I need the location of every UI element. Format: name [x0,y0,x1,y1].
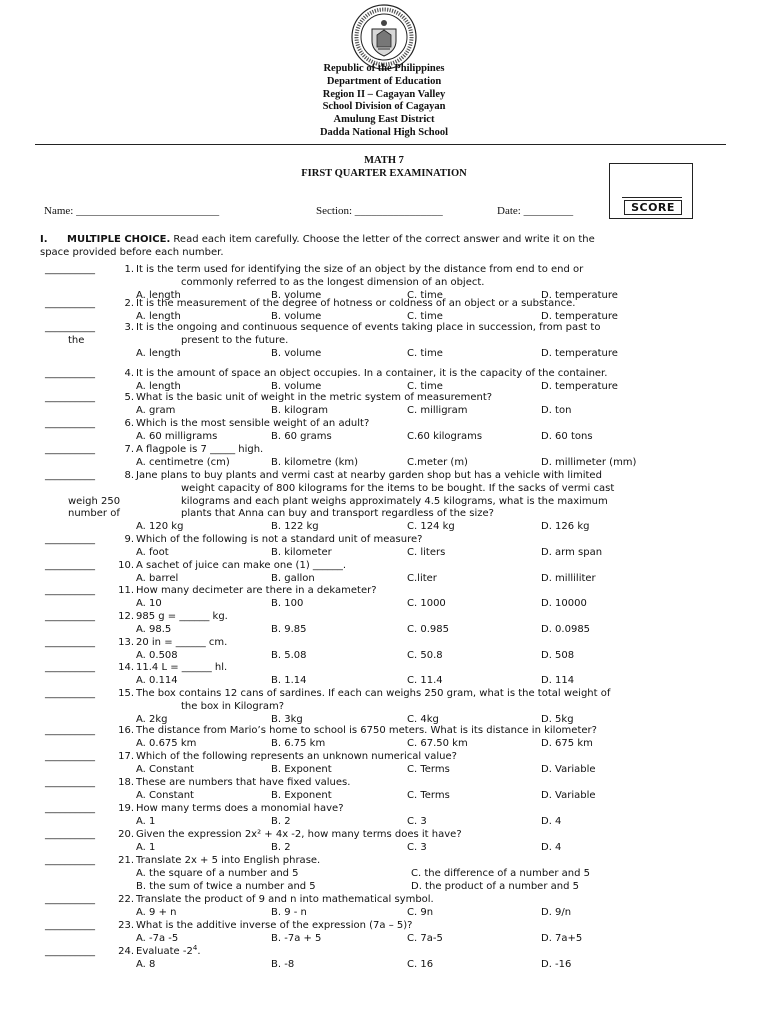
answer-choice: A. Constant [136,763,194,775]
answer-choice: A. barrel [136,572,179,584]
answer-choice: B. Exponent [271,763,332,775]
score-label: SCORE [624,200,682,215]
header-line: Region II – Cagayan Valley [322,88,446,100]
answer-choice: B. kilometre (km) [271,456,359,468]
answer-choice: B. volume [271,289,322,301]
item-number: 17. [118,751,134,762]
answer-choice: C. 3 [407,815,427,827]
answer-choice: D. 114 [541,674,575,686]
answer-choice: A. gram [136,404,176,416]
answer-choice: C. 50.8 [407,649,443,661]
answer-choice: A. length [136,310,181,322]
answer-choice: D. -16 [541,958,572,970]
answer-blank[interactable]: __________ [45,777,95,788]
question-text: The distance from Mario’s home to school is 6750 meters. What is its distance in kilometer? [136,725,597,736]
answer-choice: A. the square of a number and 5 [136,867,299,879]
question-text: plants that Anna can buy and transport regardless of the size? [181,508,494,520]
answer-choice: B. volume [271,310,322,322]
answer-choice: D. 508 [541,649,575,661]
header-line: School Division of Cagayan [322,101,446,113]
question-text: present to the future. [181,334,289,346]
header-line: Department of Education [326,75,442,87]
item-number: 21. [118,855,134,866]
question-text: the box in Kilogram? [181,700,285,712]
answer-blank[interactable]: __________ [45,688,95,699]
answer-blank[interactable]: __________ [45,829,95,840]
question-text: 20 in = ______ cm. [136,637,228,648]
section-instructions-text: Read each item carefully. Choose the letter of the correct answer and write it on the [170,234,595,245]
item-number: 9. [124,534,134,545]
answer-blank[interactable]: __________ [45,298,95,309]
answer-choice: C. time [407,310,443,322]
answer-choice: C. 1000 [407,597,446,609]
question-text: A sachet of juice can make one (1) ______. [136,560,347,571]
score-line [622,197,682,198]
answer-choice: C. Terms [407,789,450,801]
item-number: 20. [118,829,134,840]
answer-choice: B. volume [271,380,322,392]
question-text: Which of the following represents an unknown numerical value? [136,751,457,762]
answer-choice: B. 2 [271,841,291,853]
score-box[interactable] [609,163,693,219]
answer-choice: D. Variable [541,763,596,775]
section-heading: MULTIPLE CHOICE. [67,234,171,245]
answer-choice: A. 98.5 [136,623,172,635]
answer-choice: D. 4 [541,815,562,827]
answer-choice: A. length [136,347,181,359]
answer-choice: B. 100 [271,597,304,609]
question-text: Which of the following is not a standard unit of measure? [136,534,423,545]
section-numeral: I. [40,234,48,245]
item-number: 7. [124,444,134,455]
answer-choice: D. temperature [541,380,618,392]
answer-choice: D. 7a+5 [541,932,583,944]
answer-choice: B. 1.14 [271,674,307,686]
answer-choice: D. the product of a number and 5 [411,880,579,892]
answer-choice: B. 9.85 [271,623,307,635]
item-number: 4. [124,368,134,379]
answer-choice: A. 2kg [136,713,168,725]
answer-choice: C. 4kg [407,713,439,725]
wrapped-text-fragment: weigh 250 [68,495,121,507]
answer-blank[interactable]: __________ [45,470,95,481]
answer-choice: D. ton [541,404,572,416]
answer-blank[interactable]: __________ [45,894,95,905]
header-line: Dadda National High School [319,126,449,138]
answer-choice: A. 0.508 [136,649,178,661]
answer-choice: B. 2 [271,815,291,827]
answer-blank[interactable]: __________ [45,725,95,736]
item-number: 23. [118,920,134,931]
answer-choice: B. 6.75 km [271,737,326,749]
item-number: 19. [118,803,134,814]
question-text: Translate the product of 9 and n into mathematical symbol. [136,894,434,905]
answer-choice: C. 0.985 [407,623,449,635]
question-text: Given the expression 2x² + 4x -2, how many terms does it have? [136,829,462,840]
question-text: How many terms does a monomial have? [136,803,344,814]
answer-choice: D. 5kg [541,713,574,725]
section-instructions [67,234,595,246]
answer-choice: B. volume [271,347,322,359]
question-text: How many decimeter are there in a dekameter? [136,585,377,596]
answer-choice: B. 3kg [271,713,303,725]
answer-choice: A. 1 [136,815,156,827]
answer-blank[interactable]: __________ [45,418,95,429]
answer-choice: C. time [407,289,443,301]
answer-choice: B. kilometer [271,546,332,558]
item-number: 10. [118,560,134,571]
question-text: It is the ongoing and continuous sequence of events taking place in succession, from past to [136,322,601,333]
answer-blank[interactable]: __________ [45,855,95,866]
answer-choice: B. 5.08 [271,649,307,661]
answer-choice: A. 120 kg [136,521,184,533]
question-text [136,946,201,958]
item-number: 1. [124,264,134,275]
answer-choice: A. 0.114 [136,674,178,686]
answer-blank[interactable]: __________ [45,534,95,545]
answer-choice: C.liter [407,572,437,584]
exponent: 4 [192,944,198,952]
item-number: 8. [124,470,134,481]
answer-choice: C. time [407,380,443,392]
exam-title: FIRST QUARTER EXAMINATION [301,167,467,179]
answer-choice: D. 9/n [541,906,572,918]
answer-choice: C. milligram [407,404,468,416]
answer-blank[interactable]: __________ [45,637,95,648]
question-text: It is the amount of space an object occupies. In a container, it is the capacity of the container. [136,368,608,379]
item-number: 15. [118,688,134,699]
answer-choice: C. time [407,347,443,359]
answer-choice: B. 9 - n [271,906,307,918]
answer-blank[interactable]: __________ [45,392,95,403]
answer-choice: C. Terms [407,763,450,775]
item-number: 5. [124,392,134,403]
answer-choice: A. foot [136,546,169,558]
wrapped-text-fragment: number of [68,508,120,520]
section-field[interactable]: Section: ________________ [316,205,443,217]
answer-blank[interactable]: __________ [45,662,95,673]
answer-blank[interactable]: __________ [45,444,95,455]
question-text: What is the additive inverse of the expression (7a – 5)? [136,920,413,931]
question-text: Translate 2x + 5 into English phrase. [136,855,321,866]
item-number: 14. [118,662,134,673]
answer-choice: C.60 kilograms [407,430,483,442]
answer-choice: A. Constant [136,789,194,801]
answer-choice: D. 4 [541,841,562,853]
wrapped-text-fragment: the [68,334,85,346]
answer-choice: B. the sum of twice a number and 5 [136,880,316,892]
answer-blank[interactable]: __________ [45,946,95,957]
question-text: It is the measurement of the degree of hotness or coldness of an object or a substance. [136,298,576,309]
answer-choice: B. gallon [271,572,315,584]
answer-choice: B. 60 grams [271,430,332,442]
answer-choice: B. kilogram [271,404,329,416]
item-number: 12. [118,611,134,622]
item-number: 3. [124,322,134,333]
header-divider [35,144,726,145]
answer-choice: D. 60 tons [541,430,593,442]
answer-blank[interactable]: __________ [45,368,95,379]
answer-blank[interactable]: __________ [45,751,95,762]
answer-choice: B. -7a + 5 [271,932,322,944]
header-line: Amulung East District [333,114,435,126]
answer-choice: D. arm span [541,546,603,558]
answer-choice: D. temperature [541,347,618,359]
question-text: A flagpole is 7 _____ high. [136,444,264,455]
answer-blank[interactable]: __________ [45,560,95,571]
answer-choice: D. Variable [541,789,596,801]
question-text-base: Evaluate -2 [136,946,193,957]
answer-choice: C. 9n [407,906,434,918]
question-text: commonly referred to as the longest dimension of an object. [181,276,485,288]
question-text: Jane plans to buy plants and vermi cast at nearby garden shop but has a vehicle with limited [136,470,602,481]
answer-choice: C.meter (m) [407,456,468,468]
answer-blank[interactable]: __________ [45,322,95,333]
answer-choice: D. temperature [541,310,618,322]
item-number: 11. [118,585,134,596]
answer-choice: C. 67.50 km [407,737,468,749]
answer-choice: A. -7a -5 [136,932,179,944]
answer-blank[interactable]: __________ [45,920,95,931]
name-field[interactable]: Name: __________________________ [44,205,220,217]
answer-choice: D. temperature [541,289,618,301]
answer-choice: D. 0.0985 [541,623,591,635]
answer-choice: D. 126 kg [541,521,590,533]
answer-choice: A. centimetre (cm) [136,456,230,468]
item-number: 2. [124,298,134,309]
answer-choice: C. 11.4 [407,674,443,686]
answer-choice: D. millimeter (mm) [541,456,637,468]
answer-choice: A. 10 [136,597,162,609]
section-instructions-cont: space provided before each number. [40,247,224,258]
question-text: These are numbers that have fixed values. [136,777,351,788]
item-number: 6. [124,418,134,429]
answer-choice: D. 10000 [541,597,587,609]
item-number: 16. [118,725,134,736]
question-text-end: . [197,946,201,957]
answer-choice: A. 0.675 km [136,737,197,749]
answer-choice: A. length [136,289,181,301]
answer-choice: C. 7a-5 [407,932,443,944]
answer-choice: D. 675 km [541,737,593,749]
answer-choice: A. 8 [136,958,156,970]
answer-choice: C. 3 [407,841,427,853]
answer-choice: A. 9 + n [136,906,177,918]
answer-choice: B. Exponent [271,789,332,801]
answer-blank[interactable]: __________ [45,585,95,596]
answer-choice: B. -8 [271,958,295,970]
question-text: It is the term used for identifying the size of an object by the distance from end to end or [136,264,584,275]
header-line: Republic of the Philippines [323,63,445,74]
question-text: kilograms and each plant weighs approximately 4.5 kilograms, what is the maximum [181,495,608,507]
answer-choice: A. length [136,380,181,392]
answer-blank[interactable]: __________ [45,264,95,275]
answer-choice: C. the difference of a number and 5 [411,867,590,879]
deped-seal-icon [350,3,418,71]
question-text: 985 g = ______ kg. [136,611,228,622]
school-header [0,63,768,140]
item-number: 22. [118,894,134,905]
item-number: 13. [118,637,134,648]
answer-choice: C. 16 [407,958,434,970]
exam-subject: MATH 7 [364,155,404,166]
answer-choice: C. liters [407,546,446,558]
answer-choice: B. 122 kg [271,521,319,533]
question-text: What is the basic unit of weight in the metric system of measurement? [136,392,493,403]
answer-choice: D. milliliter [541,572,596,584]
answer-choice: A. 1 [136,841,156,853]
question-text: Which is the most sensible weight of an adult? [136,418,370,429]
question-text: weight capacity of 800 kilograms for the items to be bought. If the sacks of vermi cast [181,482,615,494]
question-text: 11.4 L = ______ hl. [136,662,228,673]
question-text: The box contains 12 cans of sardines. If each can weighs 250 gram, what is the total weight of [136,688,611,699]
item-number: 24. [118,946,134,957]
answer-blank[interactable]: __________ [45,803,95,814]
answer-blank[interactable]: __________ [45,611,95,622]
date-field[interactable]: Date: _________ [497,205,574,217]
answer-choice: A. 60 milligrams [136,430,218,442]
item-number: 18. [118,777,134,788]
answer-choice: C. 124 kg [407,521,455,533]
